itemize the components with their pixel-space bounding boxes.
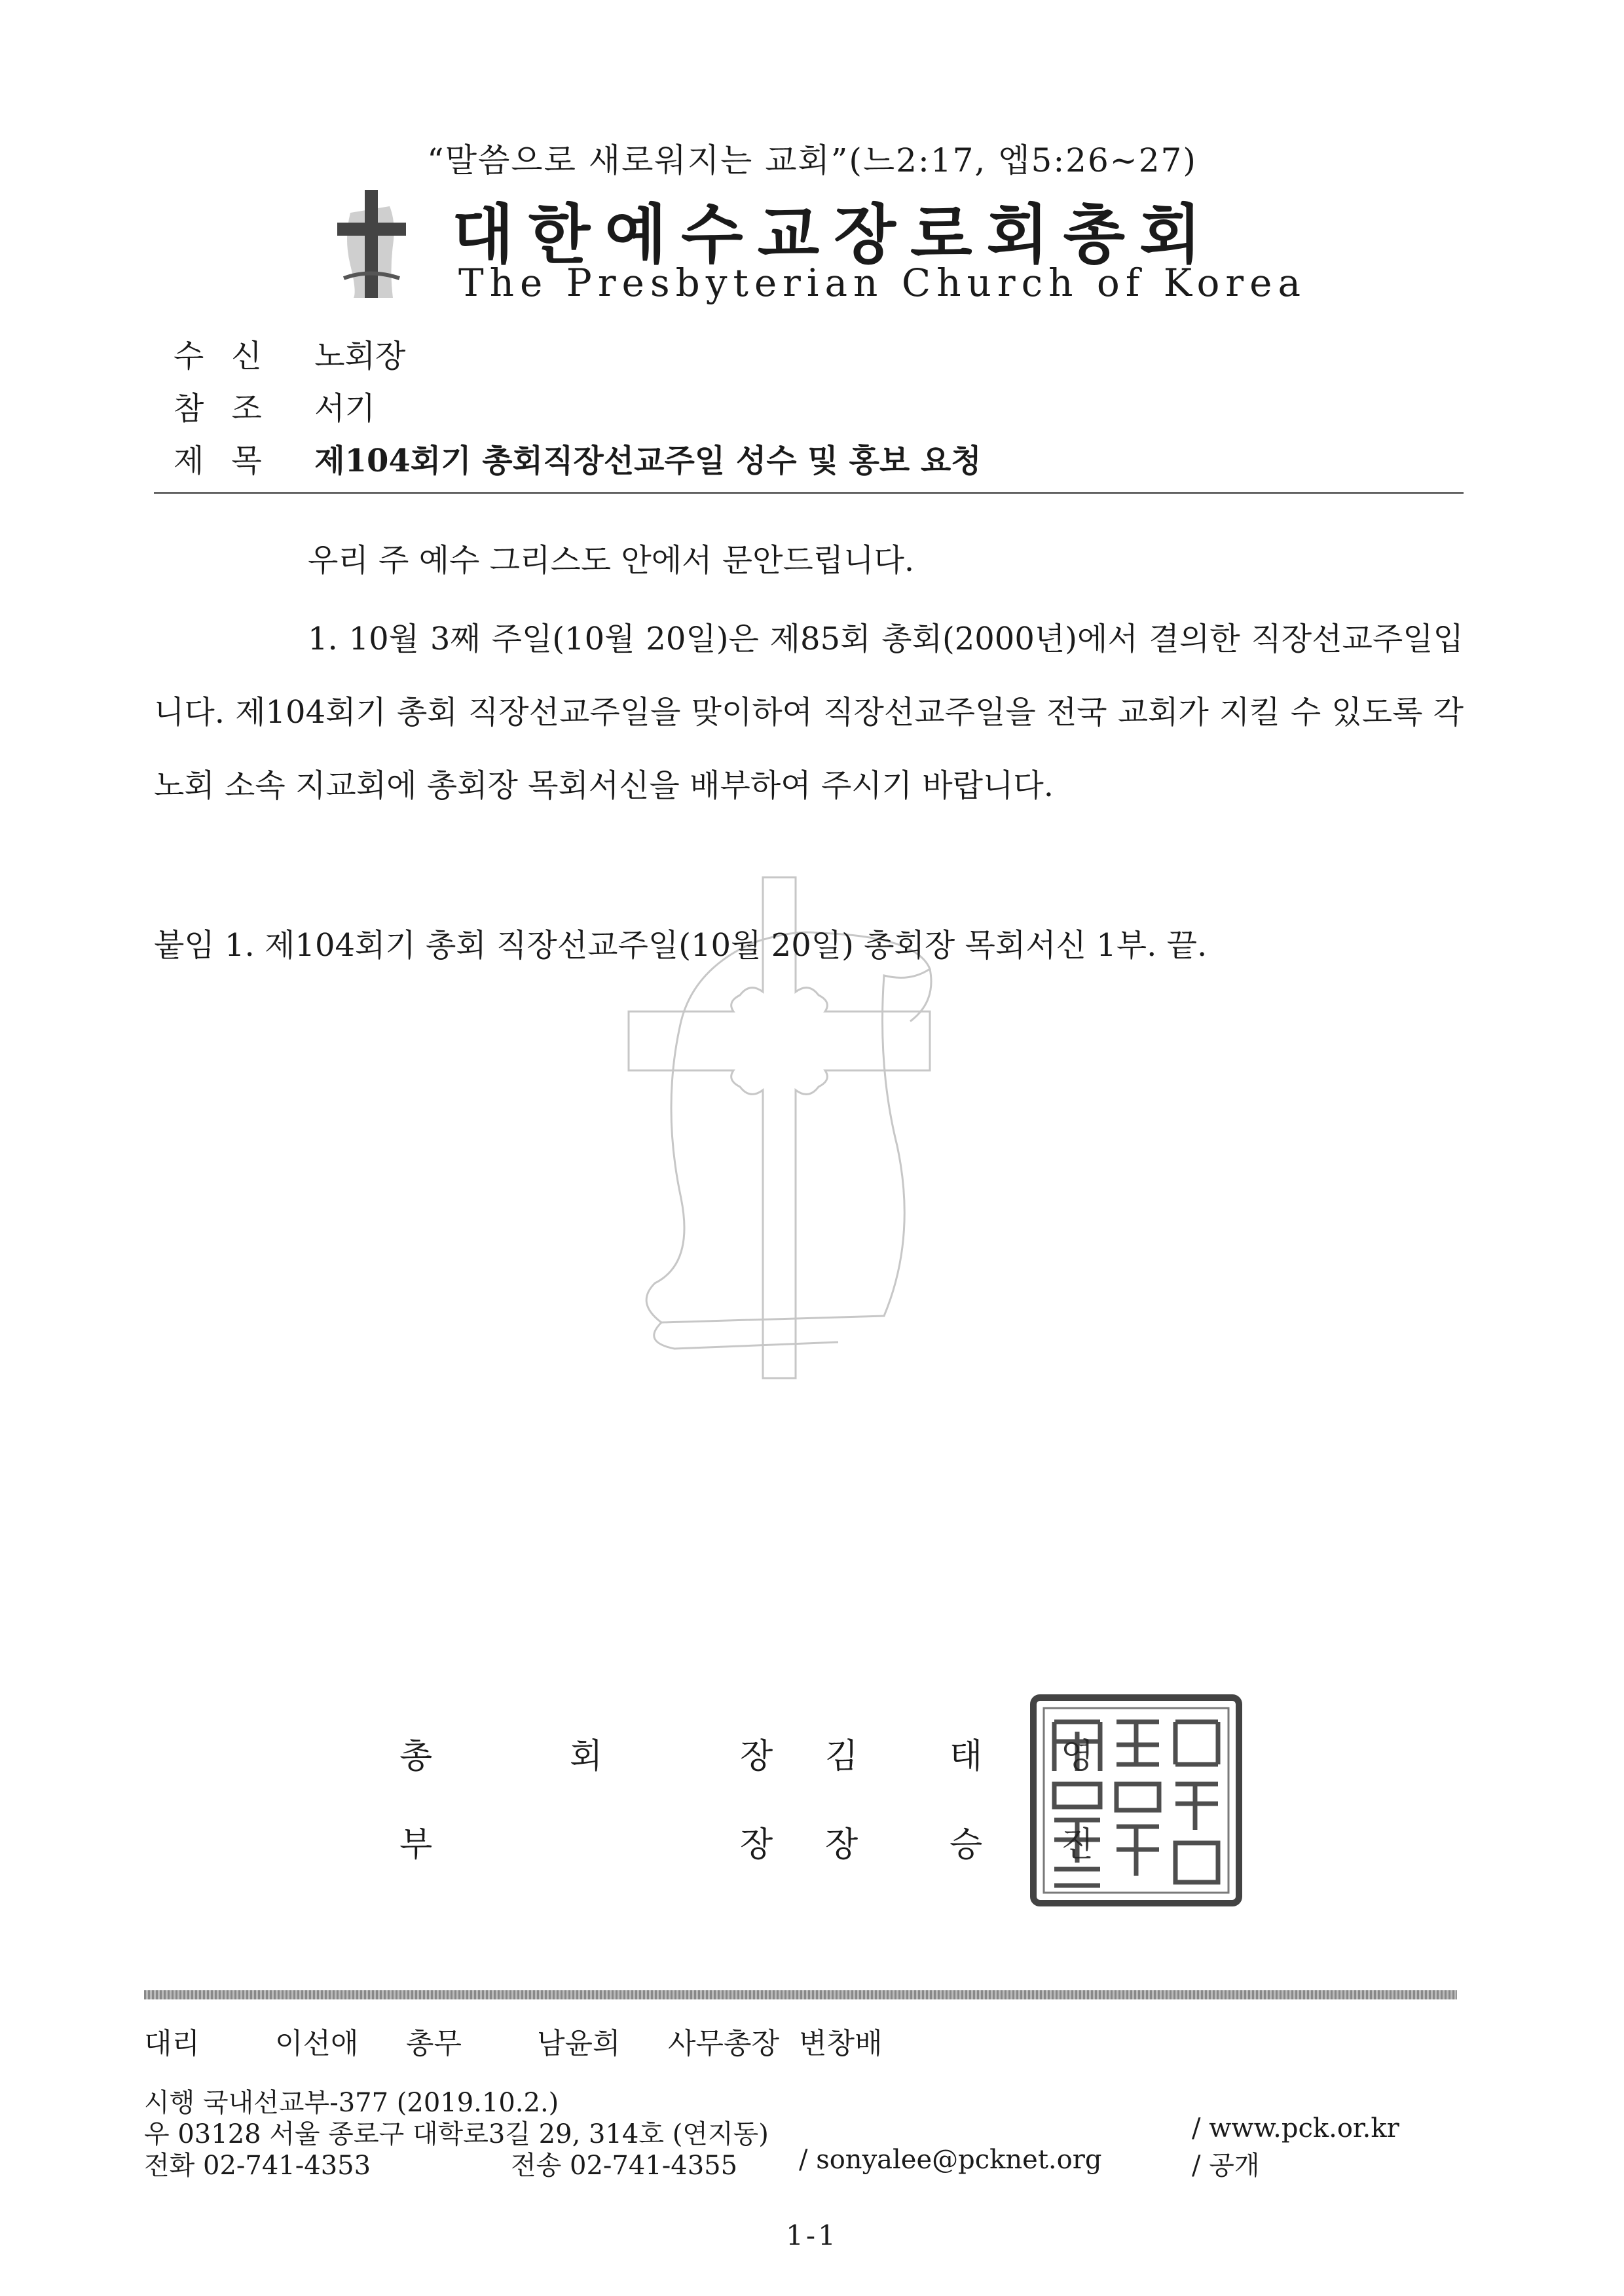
visibility-status: / 공개 — [1192, 2151, 1260, 2181]
staff-name-deputy: 이선애 — [275, 2027, 359, 2060]
attachment-line: 붙임 1. 제104회기 총회 직장선교주일(10월 20일) 총회장 목회서신 1부. 끝. — [154, 927, 1208, 964]
motto: “말씀으로 새로워지는 교회”(느2:17, 엡5:26~27) — [427, 141, 1197, 179]
church-logo-icon — [331, 187, 413, 301]
recipient-value: 노회장 — [314, 338, 406, 374]
organization-name-english: The Presbyterian Church of Korea — [458, 261, 1307, 305]
footer-divider — [144, 1990, 1457, 1999]
body-paragraph: 1. 10월 3째 주일(10월 20일)은 제85회 총회(2000년)에서 결의한 직장선교주일입니다. 제104회기 총회 직장선교주일을 맞이하여 직장선교주일을 전국 교회가 지킬 수 있도록 각 노회 소속 지교회에 총회장 목회서신을 배부하여 주시기 바랍니다. — [154, 621, 1464, 804]
document-number: 시행 국내선교부-377 (2019.10.2.) — [144, 2088, 559, 2118]
recipient-label: 수신 — [174, 338, 289, 374]
signature-char: 회 — [570, 1737, 603, 1776]
subject-label: 제목 — [174, 443, 289, 479]
staff-label-deputy: 대리 — [144, 2027, 200, 2060]
website-link[interactable]: / www.pck.or.kr — [1192, 2113, 1399, 2143]
signature-char: 부 — [399, 1825, 433, 1865]
fax-number: 전송 02-741-4355 — [511, 2151, 738, 2181]
signature-char: 장 — [825, 1825, 858, 1865]
staff-name-executive: 변창배 — [799, 2027, 883, 2060]
signature-char: 태 — [950, 1737, 983, 1776]
phone-number: 전화 02-741-4353 — [144, 2151, 371, 2181]
reference-row — [174, 383, 375, 428]
signature-char: 총 — [399, 1737, 433, 1776]
official-seal-icon — [1028, 1692, 1244, 1908]
greeting-text: 우리 주 예수 그리스도 안에서 문안드립니다. — [308, 542, 915, 579]
email-link[interactable]: / sonyalee@pcknet.org — [799, 2145, 1102, 2175]
reference-label: 참조 — [174, 390, 289, 427]
organization-name-korean: 대한예수교장로회총회 — [452, 198, 1216, 272]
signature-char: 김 — [825, 1737, 858, 1776]
page-number: 1-1 — [786, 2219, 838, 2251]
signature-char: 장 — [740, 1825, 773, 1865]
signature-char: 장 — [740, 1737, 773, 1776]
signature-char: 영 — [1061, 1737, 1094, 1776]
header-divider — [154, 492, 1464, 494]
address: 우 03128 서울 종로구 대학로3길 29, 314호 (연지동) — [144, 2119, 769, 2149]
staff-label-general-secretary: 총무 — [406, 2027, 462, 2060]
signature-char: 진 — [1061, 1825, 1094, 1865]
staff-label-executive: 사무총장 — [668, 2027, 780, 2060]
staff-name-general-secretary: 남윤희 — [537, 2027, 621, 2060]
subject-value: 제104회기 총회직장선교주일 성수 및 홍보 요청 — [314, 443, 982, 479]
reference-value: 서기 — [314, 390, 376, 427]
subject-row — [174, 435, 982, 481]
recipient-row — [174, 331, 405, 376]
signature-char: 승 — [950, 1825, 983, 1865]
